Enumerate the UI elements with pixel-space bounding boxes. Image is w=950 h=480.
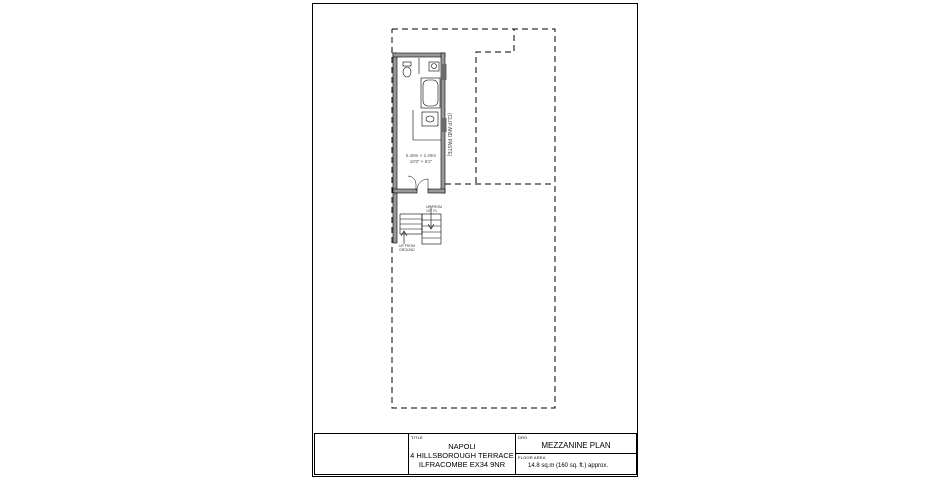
stair-note-up-2: 1ST FL xyxy=(426,209,438,213)
bathroom-fittings xyxy=(403,58,441,140)
shower-tray xyxy=(422,112,438,126)
door-swing xyxy=(408,176,428,190)
title-line-2: 4 HILLSBOROUGH TERRACE xyxy=(410,451,514,460)
room-dimension-metric: 5.49m × 2.49m xyxy=(405,153,437,158)
stair-note-down-1: UP FROM xyxy=(399,244,416,248)
vertical-room-label: (CLIP AND PASTE) xyxy=(446,113,452,157)
footprint-outline xyxy=(392,29,555,408)
room-dimension-imperial: 18'0" × 8'2" xyxy=(409,159,433,164)
title-line-3: ILFRACOMBE EX34 9NR xyxy=(418,460,506,469)
title-label: TITLE xyxy=(411,435,423,440)
drawing-name: MEZZANINE PLAN xyxy=(541,441,611,450)
title-block-area-cell xyxy=(516,454,636,474)
title-line-1: NAPOLI xyxy=(448,442,476,451)
mezzanine-walls xyxy=(393,53,445,243)
stair-note-up-1: UP FROM xyxy=(426,205,443,209)
title-block-drawing-cell xyxy=(516,434,636,454)
title-block xyxy=(314,433,637,475)
floor-area-label: FLOOR AREA xyxy=(518,455,546,460)
stair-note-down-2: GROUND xyxy=(399,248,415,252)
title-block-title-cell xyxy=(409,434,516,474)
floor-area-value: 14.8 sq.m (160 sq. ft.) approx. xyxy=(528,463,609,469)
title-block-logo-cell xyxy=(315,434,409,474)
shower-partition xyxy=(413,110,441,140)
upper-extension-outline xyxy=(476,29,514,183)
wc xyxy=(403,67,411,77)
title-address xyxy=(409,442,515,469)
drg-label: DRG. xyxy=(518,435,529,440)
